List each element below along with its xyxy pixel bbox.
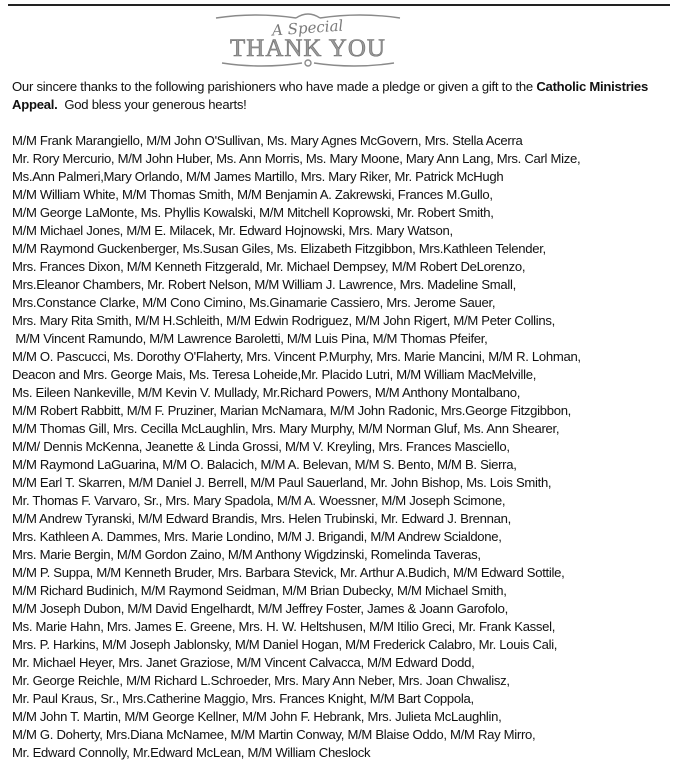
donor-line: M/M George LaMonte, Ms. Phyllis Kowalski, M/M Mitchell Koprowski, Mr. Robert Smith, — [12, 205, 494, 220]
donor-line: Mrs. Mary Rita Smith, M/M H.Schleith, M/M Edwin Rodriguez, M/M John Rigert, M/M Peter Collins, — [12, 313, 555, 328]
donor-line: M/M John T. Martin, M/M George Kellner, M/M John F. Hebrank, Mrs. Julieta McLaughlin, — [12, 709, 502, 724]
donor-line: Ms. Eileen Nankeville, M/M Kevin V. Mullady, Mr.Richard Powers, M/M Anthony Montalbano, — [12, 385, 521, 400]
donor-line: M/M Frank Marangiello, M/M John O'Sullivan, Ms. Mary Agnes McGovern, Mrs. Stella Acerra — [12, 133, 523, 148]
donor-line: Mr. Paul Kraus, Sr., Mrs.Catherine Maggio, Mrs. Frances Knight, M/M Bart Coppola, — [12, 691, 474, 706]
donor-line: Mrs.Constance Clarke, M/M Cono Cimino, Ms.Ginamarie Cassiero, Mrs. Jerome Sauer, — [12, 295, 496, 310]
donor-line: M/M Vincent Ramundo, M/M Lawrence Baroletti, M/M Luis Pina, M/M Thomas Pfeifer, — [12, 331, 488, 346]
thank-you-banner — [196, 12, 420, 70]
donor-line: Mrs. Marie Bergin, M/M Gordon Zaino, M/M Anthony Wigdzinski, Romelinda Taveras, — [12, 547, 481, 562]
donor-line: M/M Andrew Tyranski, M/M Edward Brandis, Mrs. Helen Trubinski, Mr. Edward J. Brennan, — [12, 511, 511, 526]
donor-line: Mr. Michael Heyer, Mrs. Janet Graziose, M/M Vincent Calvacca, M/M Edward Dodd, — [12, 655, 475, 670]
donor-line: Deacon and Mrs. George Mais, Ms. Teresa Loheide,Mr. Placido Lutri, M/M William MacMelville, — [12, 367, 537, 382]
donor-line: M/M Joseph Dubon, M/M David Engelhardt, M/M Jeffrey Foster, James & Joann Garofolo, — [12, 601, 508, 616]
donor-line: Mrs. Frances Dixon, M/M Kenneth Fitzgerald, Mr. Michael Dempsey, M/M Robert DeLorenzo, — [12, 259, 526, 274]
donor-line: M/M Thomas Gill, Mrs. Cecilla McLaughlin, Mrs. Mary Murphy, M/M Norman Gluf, Ms. Ann Shearer, — [12, 421, 560, 436]
donor-line: M/M Raymond Guckenberger, Ms.Susan Giles, Ms. Elizabeth Fitzgibbon, Mrs.Kathleen Telender, — [12, 241, 546, 256]
donor-line: M/M/ Dennis McKenna, Jeanette & Linda Grossi, M/M V. Kreyling, Mrs. Frances Masciello, — [12, 439, 510, 454]
donor-line: Mr. George Reichle, M/M Richard L.Schroeder, Mrs. Mary Ann Neber, Mrs. Joan Chwalisz, — [12, 673, 510, 688]
intro-paragraph — [12, 78, 672, 114]
appeal-name: Catholic Ministries Appeal. — [12, 79, 648, 112]
donor-line: M/M Richard Budinich, M/M Raymond Seidman, M/M Brian Dubecky, M/M Michael Smith, — [12, 583, 507, 598]
donor-line: Mr. Edward Connolly, Mr.Edward McLean, M/M William Cheslock — [12, 745, 371, 760]
intro-text: Our sincere thanks to the following parishioners who have made a pledge or given a gift to the — [12, 79, 537, 94]
donor-line: M/M Robert Rabbitt, M/M F. Pruziner, Marian McNamara, M/M John Radonic, Mrs.George Fitzgibbon, — [12, 403, 572, 418]
donor-line: Mr. Rory Mercurio, M/M John Huber, Ms. Ann Morris, Ms. Mary Moone, Mary Ann Lang, Mrs. Carl Mize, — [12, 151, 581, 166]
donor-line: M/M Michael Jones, M/M E. Milacek, Mr. Edward Hojnowski, Mrs. Mary Watson, — [12, 223, 453, 238]
donor-line: Mrs.Eleanor Chambers, Mr. Robert Nelson, M/M William J. Lawrence, Mrs. Madeline Small, — [12, 277, 516, 292]
donor-line: M/M William White, M/M Thomas Smith, M/M Benjamin A. Zakrewski, Frances M.Gullo, — [12, 187, 493, 202]
donor-names-list — [12, 132, 674, 762]
blessing-text: God bless your generous hearts! — [57, 97, 247, 112]
donor-line: Ms. Marie Hahn, Mrs. James E. Greene, Mrs. H. W. Heltshusen, M/M Itilio Greci, Mr. Frank Kassel, — [12, 619, 556, 634]
banner-script-text: A Special — [271, 16, 344, 40]
ornament-top-icon — [216, 14, 400, 18]
donor-line: M/M P. Suppa, M/M Kenneth Bruder, Mrs. Barbara Stevick, Mr. Arthur A.Budich, M/M Edward Sottile, — [12, 565, 565, 580]
donor-line: M/M Earl T. Skarren, M/M Daniel J. Berrell, M/M Paul Sauerland, Mr. John Bishop, Ms. Lois Smith, — [12, 475, 552, 490]
donor-line: M/M G. Doherty, Mrs.Diana McNamee, M/M Martin Conway, M/M Blaise Oddo, M/M Ray Mirro, — [12, 727, 536, 742]
banner-main-text: THANK YOU — [230, 35, 386, 62]
donor-line: M/M O. Pascucci, Ms. Dorothy O'Flaherty, Mrs. Vincent P.Murphy, Mrs. Marie Mancini, M/M R. Lohman, — [12, 349, 581, 364]
donor-line: Mrs. P. Harkins, M/M Joseph Jablonsky, M/M Daniel Hogan, M/M Frederick Calabro, Mr. Louis Cali, — [12, 637, 558, 652]
donor-line: M/M Raymond LaGuarina, M/M O. Balacich, M/M A. Belevan, M/M S. Bento, M/M B. Sierra, — [12, 457, 517, 472]
donor-line: Mr. Thomas F. Varvaro, Sr., Mrs. Mary Spadola, M/M A. Woessner, M/M Joseph Scimone, — [12, 493, 506, 508]
donor-line: Ms.Ann Palmeri,Mary Orlando, M/M James Martillo, Mrs. Mary Riker, Mr. Patrick McHugh — [12, 169, 504, 184]
donor-line: Mrs. Kathleen A. Dammes, Mrs. Marie Londino, M/M J. Brigandi, M/M Andrew Scialdone, — [12, 529, 502, 544]
top-rule — [8, 4, 670, 6]
